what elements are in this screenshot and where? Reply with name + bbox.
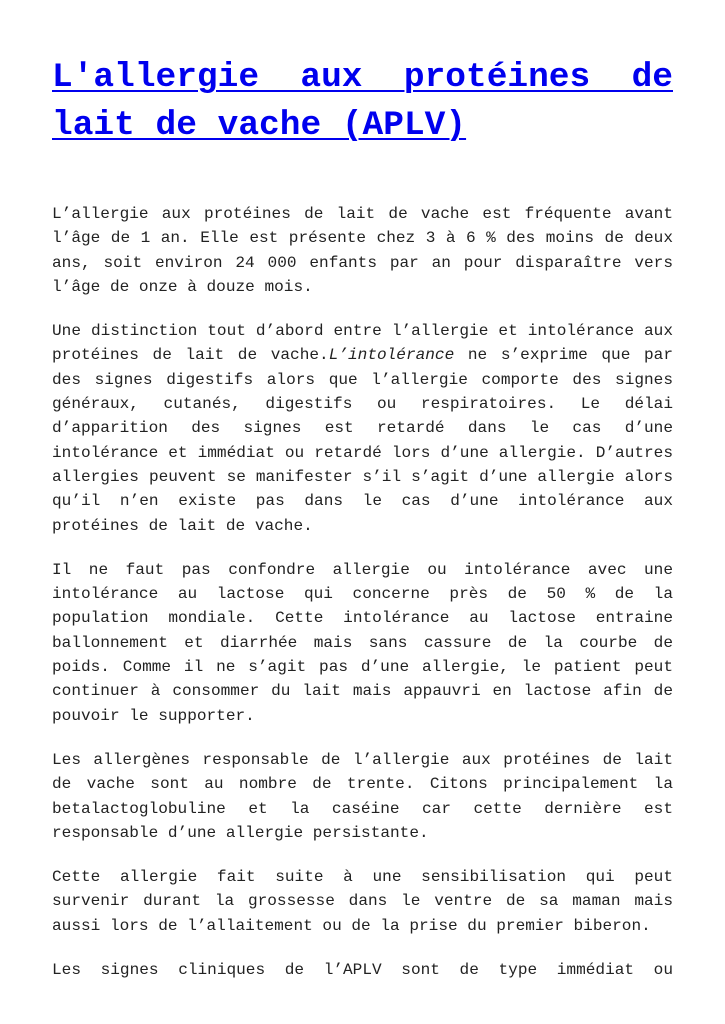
paragraph-6: Les signes cliniques de l’APLV sont de type immédiat ou [52, 961, 673, 980]
article-title [52, 54, 673, 150]
paragraph-2 [52, 319, 673, 538]
paragraph-5: Cette allergie fait suite à une sensibilisation qui peut survenir durant la grossesse dans le ventre de sa maman mais aussi lors de l’allaitement ou de la prise du premier biberon. [52, 868, 673, 935]
paragraph-2-part-1: Une distinction tout d’abord entre l’allergie et intolérance aux protéines de lait de vache. [52, 322, 673, 365]
paragraph-2-part-2: ne s’exprime que par des signes digestifs alors que l’allergie comporte des signes généraux, cutanés, digestifs ou respiratoires. Le délai d’apparition des signes est retardé dans le cas d’une intolérance et immédiat ou retardé lors d’une allergie. D’autres allergies peuvent se manifester s’il s’agit d’une allergie alors qu’il n’en existe pas dans le cas d’une intolérance aux protéines de lait de vache. [52, 346, 673, 535]
paragraph-3: Il ne faut pas confondre allergie ou intolérance avec une intolérance au lactose qui concerne près de 50 % de la population mondiale. Cette intolérance au lactose entraine ballonnement et diarrhée mais sans cassure de la courbe de poids. Comme il ne s’agit pas d’une allergie, le patient peut continuer à consommer du lait mais appauvri en lactose afin de pouvoir le supporter. [52, 560, 673, 725]
paragraph-2-emphasis: L’intolérance [328, 346, 455, 365]
article [52, 54, 673, 1002]
paragraph-1: L’allergie aux protéines de lait de vache est fréquente avant l’âge de 1 an. Elle est présente chez 3 à 6 % des moins de deux ans, soit environ 24 000 enfants par an pour disparaître vers l’âge de onze à douze mois. [52, 205, 673, 296]
article-title-link[interactable]: L'allergie aux protéines de lait de vache (APLV) [52, 58, 673, 145]
paragraph-4: Les allergènes responsable de l’allergie aux protéines de lait de vache sont au nombre de trente. Citons principalement la betalactoglobuline et la caséine car cette dernière est responsable d’une allergie persistante. [52, 750, 673, 842]
